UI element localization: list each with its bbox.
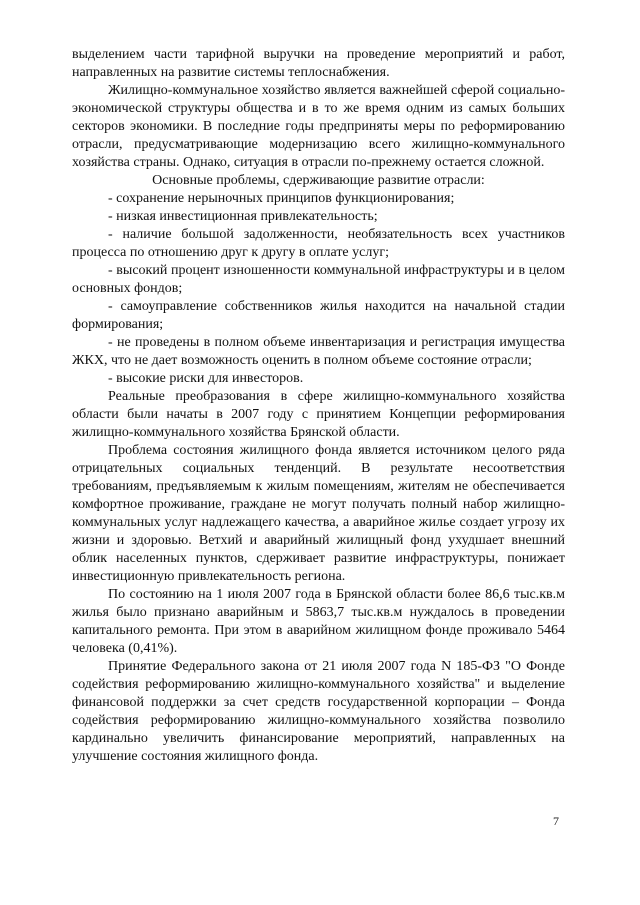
list-item: - наличие большой задолженности, необязательность всех участников процесса по отношению друг к другу в оплате услуг; bbox=[72, 227, 565, 260]
list-item: - высокие риски для инвесторов. bbox=[108, 371, 304, 386]
paragraph-reform-start: Реальные преобразования в сфере жилищно-коммунального хозяйства области были начаты в 2007 году с принятием Концепции реформирования жилищно-коммунального хозяйства Брянской области. bbox=[72, 389, 565, 440]
list-item: - сохранение нерыночных принципов функционирования; bbox=[108, 191, 455, 206]
list-item: - не проведены в полном объеме инвентаризация и регистрация имущества ЖКХ, что не дает возможность оценить в полном объеме состояние отрасли; bbox=[72, 335, 565, 368]
paragraph-federal-law: Принятие Федерального закона от 21 июля 2007 года N 185-ФЗ "О Фонде содействия реформированию жилищно-коммунального хозяйства" и выделение финансовой поддержки за счет средств государственной корпорации – Фонда содействия реформированию жилищно-коммунального хозяйства позволило кардинально увеличить финансирование мероприятий, направленных на улучшение состояния жилищного фонда. bbox=[72, 659, 565, 764]
list-item: - высокий процент изношенности коммунальной инфраструктуры и в целом основных фондов; bbox=[72, 263, 565, 296]
list-item: - самоуправление собственников жилья находится на начальной стадии формирования; bbox=[72, 299, 565, 332]
paragraph-housing-sector: Жилищно-коммунальное хозяйство является важнейшей сферой социально-экономической структуры общества и в то же время одним из самых больших секторов экономики. В последние годы предприняты меры по реформированию отрасли, предусматривающие модернизацию всего жилищно-коммунального хозяйства страны. Однако, ситуация в отрасли по-прежнему остается сложной. bbox=[72, 83, 565, 170]
paragraph-statistics: По состоянию на 1 июля 2007 года в Брянской области более 86,6 тыс.кв.м жилья было признано аварийным и 5863,7 тыс.кв.м нуждалось в проведении капитального ремонта. При этом в аварийном жилищном фонде проживало 5464 человека (0,41%). bbox=[72, 587, 565, 656]
body-text bbox=[72, 46, 565, 766]
list-item: - низкая инвестиционная привлекательность; bbox=[108, 209, 378, 224]
paragraph-housing-problem: Проблема состояния жилищного фонда является источником целого ряда отрицательных социальных тенденций. В результате несоответствия требованиям, предъявляемым к жилым помещениям, жителям не обеспечивается комфортное проживание, граждане не могут получать полный набор жилищно-коммунальных услуг надлежащего качества, а аварийное жилье создает угрозу их жизни и здоровью. Ветхий и аварийный жилищный фонд ухудшает внешний облик населенных пунктов, сдерживает развитие инфраструктуры, понижает инвестиционную привлекательность региона. bbox=[72, 443, 565, 584]
problems-heading: Основные проблемы, сдерживающие развитие отрасли: bbox=[152, 173, 485, 188]
page-number: 7 bbox=[553, 814, 559, 828]
paragraph-continuation: выделением части тарифной выручки на проведение мероприятий и работ, направленных на развитие системы теплоснабжения. bbox=[72, 47, 565, 80]
